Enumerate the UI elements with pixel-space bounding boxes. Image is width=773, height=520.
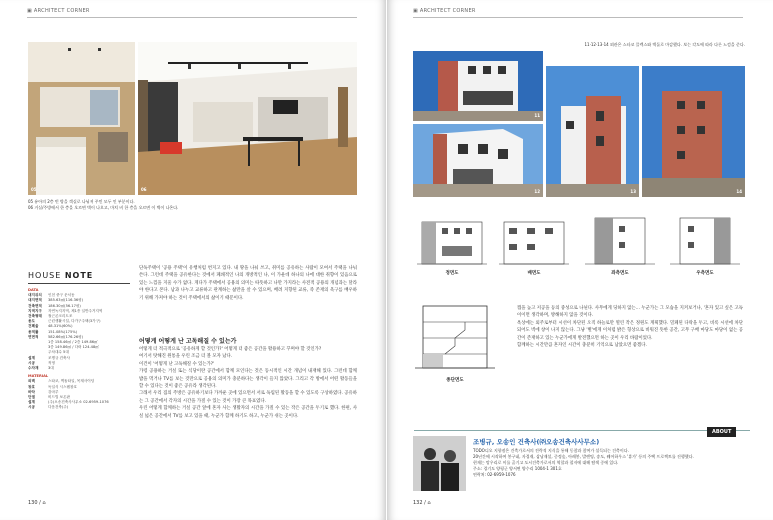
- spec-value: 강마루: [48, 389, 59, 394]
- spec-value: 186.30㎡(56.17평): [48, 303, 81, 308]
- material-heading: MATERIAL: [28, 374, 49, 379]
- left-elevation-drawing: [585, 212, 655, 267]
- spec-label: 용적률: [28, 329, 39, 334]
- photo-number: 11: [534, 113, 540, 118]
- spec-label: 용도: [28, 319, 35, 324]
- exterior-photo-11: [413, 51, 543, 121]
- spec-label: 바닥: [28, 389, 35, 394]
- exterior-illustration: [642, 66, 745, 197]
- elevation-label: 좌측면도: [611, 271, 629, 276]
- about-tag: ABOUT: [707, 427, 736, 437]
- photo-number: 12: [534, 189, 540, 194]
- spec-label: 연면적: [28, 334, 39, 339]
- spec-value: 자연녹지지역, 제1종 일반주거지역: [48, 308, 103, 313]
- body-text-main: [139, 346, 357, 420]
- spec-value: 582.66㎡(176.26평): [48, 334, 84, 339]
- spec-label: 건폐율: [28, 324, 39, 329]
- elevation-label: 정면도: [445, 271, 459, 276]
- spec-value: 스타코, 벽돌타일, 목재사이딩: [48, 379, 95, 384]
- header-rule: [27, 17, 357, 18]
- spec-value: 비드법 보온판: [48, 395, 70, 400]
- caption-line: 05 유아의 2층 빈 방을 객실로 나눠져 꾸민 모두 인 부분이다.: [28, 199, 135, 204]
- spec-value: 직영: [48, 360, 55, 365]
- body-paragraph: 단독주택이 '공용 주택'이 유행처럼 번지고 있다. 내 땅을 나눠 쓰고, 취미를 공유하는 사람이 모여서 주택을 나눠 쓴다. 그런데 주택을 공유한다는 것에서 폐쇄적인 나의 개방적인 나, 이 가운데 하나의 나에 대한 취향이 있음으로 있는 느낌을 지울 수가 없다. 게다가 주택에서 공용의 의미는 따뜻하고 나만 가지라는 사전적 공용의 개념과는 달라야 한다고 본다. 남과 나누고 교류하고 관계하는 삶만을 살 수 있으며, 배려 지향된 교류, 즉 존재의 욕구를 배우하기 위해 가져야 하는 것이 주택에서의 삶이기 때문이다.: [139, 266, 357, 301]
- spec-label: 설계: [28, 400, 35, 405]
- elevation-illustration: [417, 212, 487, 267]
- data-heading: DATA: [28, 288, 39, 292]
- bedroom-illustration: [28, 42, 135, 195]
- exterior-illustration: [546, 66, 639, 197]
- body-text-right: [517, 305, 743, 349]
- spec-value: 1층 158.46㎡ / 2층 149.86㎡: [48, 340, 98, 345]
- photo-number: 05: [31, 187, 37, 192]
- spec-rows: [28, 293, 132, 371]
- body-paragraph: 함께하는 시간만큼 혼자인 시간이 충분히 기억으로 남았으면 좋겠다.: [517, 343, 647, 349]
- house-note-title-b: NOTE: [64, 271, 94, 280]
- material-rows: [28, 379, 132, 410]
- house-note-title: [28, 271, 93, 280]
- spec-value: 385.63㎡(116.36평): [48, 298, 84, 303]
- spec-label: 대지면적: [28, 298, 42, 303]
- spec-value: 다음건축(주): [48, 405, 69, 410]
- article-subhead: 어떻게 어떻게 난 고독해질 수 있는가: [139, 338, 237, 345]
- section-drawing: [415, 300, 495, 372]
- spec-value: 3층 149.86㎡ / 다락 124.48㎡: [48, 345, 99, 350]
- about-divider: [414, 430, 750, 431]
- note-rule: [28, 283, 130, 284]
- exterior-illustration: [413, 51, 543, 121]
- bio-line: 주소: 경기도 양평군 양서면 양수리 1004-1 301호: [473, 466, 562, 471]
- photo-number: 06: [141, 187, 147, 192]
- spec-label: 단열: [28, 395, 35, 400]
- header-rule: [413, 17, 743, 18]
- spec-label: 창호: [28, 384, 35, 389]
- spec-label: 대지위치: [28, 293, 42, 298]
- architect-bio: [473, 448, 745, 478]
- bio-line: 현재는 망우리로 이를 골기고 도시건축가로서의 역할과 철저에 대해 탐색 중에 있다.: [473, 460, 619, 465]
- exterior-photo-13: [546, 66, 639, 197]
- spec-value: 151.08%(175%): [48, 329, 78, 334]
- house-note-title-a: HOUSE: [28, 271, 65, 280]
- body-paragraph: 가령 공용하는 거실 또는 식당이란 공간에서 함께 모인다는 것은 동시적인 시간 개념이 내재해 있다. 그런데 함께 밥을 먹거나 TV를 보는 것만으로 공용의 의미가 충분하다는 생각이 들지 않았다. 그리고 각 방에서 어떤 활동들을 할 수 있다는 것이 좋은 공유라 생각된다.: [139, 369, 357, 390]
- body-paragraph: 캡을 높고 저공을 등의 중성으로 나뉜다. 사무에게 딩하지 않는... 누군가는 그 모습을 지켜보거나, '혼자 있고 싶은 고독이이면 생각하며, 방해하지 않을 것이다.: [517, 306, 743, 319]
- architects-portrait: [413, 436, 466, 491]
- spec-value: 주차대수 5대: [48, 350, 69, 355]
- body-paragraph: 그래서 우리 집의 주방은 공유하기보다 가까운 곳에 있으면서 서로 독립된 활동을 할 수 있도록 구상하였다. 공유하는 그 공간에서 각자의 시간을 가질 수 있는 것이 가장 큰 목표였다.: [139, 391, 357, 404]
- architects-photo: [413, 436, 466, 491]
- bedroom-photo: [28, 42, 135, 195]
- body-paragraph: 우린 어떻게 함께하는 거실 공간 앞에 혼자 사는 생활자의 시간을 가질 수 있는 작은 공간을 두기로 했다. 한편, 사실 넓은 공간에서 TV를 보고 있을 때, 누군가 함께 하기도 하고, 누군가 쉬는 곳이다.: [139, 406, 357, 419]
- exterior-illustration: [413, 124, 543, 197]
- elevation-illustration: [670, 212, 740, 267]
- body-paragraph: 이건이 '어떻게 난 고독해질 수 있는가?': [139, 361, 215, 367]
- photo-number: 13: [630, 189, 636, 194]
- spec-label: 건축형태: [28, 314, 42, 319]
- spec-value: 조병규 건축사: [48, 355, 70, 360]
- section-label: ▣ ARCHITECT CORNER: [413, 8, 476, 14]
- bio-line: 연락처: 02-6959-1076: [473, 472, 516, 477]
- spec-label: 시공: [28, 405, 35, 410]
- bio-line: 20년간에 시작하여 봉구네, 자경재, 삼남재설, 중정숲, 아레봉, 발렌팅, 송도, 웨어하우스 '휴가' 등의 주택 프로젝트를 진행했다.: [473, 454, 694, 459]
- spec-label: 시공: [28, 360, 35, 365]
- body-paragraph: 여기서 탓해진 원통을 우린 조금 더 볼 모자 났다.: [139, 354, 233, 360]
- page-number: 132 / ⌂: [413, 500, 431, 506]
- spec-value: 3대: [48, 366, 54, 371]
- section-label: ▣ ARCHITECT CORNER: [27, 8, 90, 14]
- living-kitchen-illustration: [138, 42, 357, 195]
- elevation-illustration: [499, 212, 569, 267]
- front-elevation-drawing: [417, 212, 487, 267]
- spec-row: [28, 366, 132, 371]
- spec-value: 독일식 시스템창호: [48, 384, 77, 389]
- body-paragraph: 옥상에는 외주로부터 시선이 차단된 오직 하늘로만 열린 작은 정원도 계획했다. 밀폐된 다락을 두고, 비록 시선에 차단되어도 벽에 창이 나지 않는다. 그냥 '별'에게 이처럼 밝은 형상으로 비워진 뜻한 공간, 고무 구배 마당도 마당이 없는 공간이 존재하고 있는 누군가에게 발전했으면 하는 곳이 우리 바람이었다.: [517, 320, 743, 341]
- body-paragraph: 어떻게 더 적극적으로 '공유하게 할 것인가?' 어떻게 더 좋은 공간을 활용하고 꾸며야 할 것인가?: [139, 347, 322, 352]
- elevation-label: 우측면도: [696, 271, 714, 276]
- page-number: 130 / ⌂: [28, 500, 46, 506]
- top-caption: 11·12·13·14 외관은 스타코 플렉스와 벽돌로 마감했다. 보는 각도에 따라 다른 느낌을 준다.: [584, 42, 745, 47]
- section-label-text: 종단면도: [446, 378, 464, 383]
- exterior-photo-14: [642, 66, 745, 197]
- living-kitchen-photo: [138, 42, 357, 195]
- spec-label: 설계: [28, 355, 35, 360]
- spec-value: 48.31%(60%): [48, 324, 73, 329]
- caption-line: 06 거실/주방에서 한 층을 오르면 벽이 나오고, 마치 비 한 층을 오르면 이 벽이 나온다.: [28, 205, 179, 210]
- spec-value: 근린생활시설, 다가구주택(3가구): [48, 319, 101, 324]
- exterior-photo-12: [413, 124, 543, 197]
- elevation-label: 배면도: [527, 271, 541, 276]
- spec-value: 인천 중구 운서동: [48, 293, 75, 298]
- bio-line: TODO디오 지향점은 건축가로서의 전략적 지식을 통해 동참과 참여가 설득되는 건축이다.: [473, 448, 629, 453]
- section-illustration: [415, 300, 495, 372]
- spec-label: 지역지구: [28, 308, 42, 313]
- spec-list: [28, 288, 132, 411]
- right-elevation-drawing: [670, 212, 740, 267]
- spec-label: 수자재: [28, 366, 39, 371]
- spec-label: 외벽: [28, 379, 35, 384]
- photo-number: 14: [736, 189, 742, 194]
- photo-caption: [28, 199, 358, 211]
- spec-value: (주)오송건축사사무소 02-6959-1076: [48, 400, 109, 405]
- spec-row: [28, 405, 132, 410]
- spec-value: 철근콘크리트조: [48, 314, 73, 319]
- left-page: [0, 0, 386, 520]
- right-page: [387, 0, 773, 520]
- spec-label: 건축면적: [28, 303, 42, 308]
- rear-elevation-drawing: [499, 212, 569, 267]
- elevation-illustration: [585, 212, 655, 267]
- architect-name: 조병규, 오송인 건축사(㈜오송건축사사무소): [473, 438, 600, 446]
- body-text-intro: [139, 265, 357, 302]
